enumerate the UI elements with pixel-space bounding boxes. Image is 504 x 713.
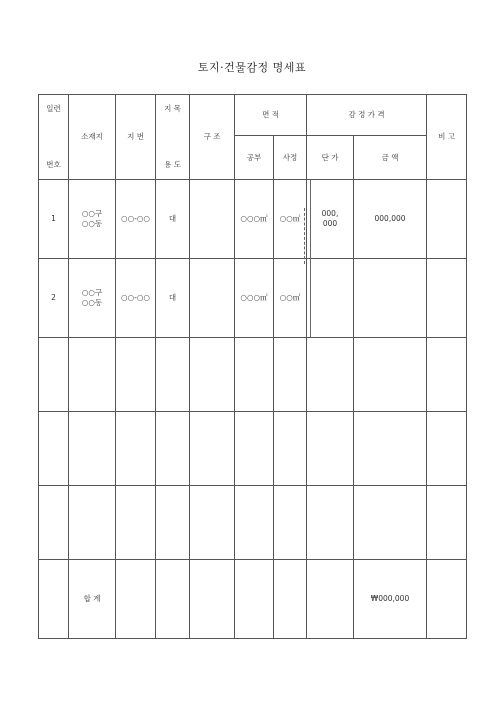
row-cell bbox=[235, 486, 274, 560]
row-remarks bbox=[427, 259, 467, 338]
row-cell bbox=[354, 412, 427, 486]
row-cell bbox=[116, 486, 156, 560]
header-area: 면 적 bbox=[235, 95, 307, 136]
row-cell bbox=[190, 486, 235, 560]
row-unit-price bbox=[307, 259, 354, 338]
header-area-official: 공부 bbox=[235, 136, 274, 180]
header-land-category-top: 지 목 bbox=[164, 104, 181, 113]
row-cell bbox=[235, 560, 274, 639]
row-location bbox=[69, 259, 116, 338]
table-row bbox=[39, 180, 467, 259]
row-cell bbox=[307, 338, 354, 412]
row-cell bbox=[116, 560, 156, 639]
row-cell bbox=[116, 412, 156, 486]
header-structure: 구 조 bbox=[190, 95, 235, 180]
row-amount: 000,000 bbox=[354, 180, 427, 259]
row-cell bbox=[354, 486, 427, 560]
row-cell bbox=[307, 560, 354, 639]
row-location-line1: ○○구 bbox=[81, 288, 103, 298]
row-cell bbox=[156, 486, 190, 560]
header-amount: 금 액 bbox=[354, 136, 427, 180]
row-cell bbox=[156, 412, 190, 486]
row-cell bbox=[307, 486, 354, 560]
header-serial-bottom: 번호 bbox=[46, 160, 61, 170]
row-remarks bbox=[427, 180, 467, 259]
row-area-official: ○○○㎡ bbox=[235, 259, 274, 338]
header-lot-number: 지 번 bbox=[116, 95, 156, 180]
row-cell bbox=[427, 560, 467, 639]
row-land-category: 대 bbox=[156, 259, 190, 338]
merge-dash-mark bbox=[304, 208, 309, 264]
row-area-actual: ○○㎡ bbox=[274, 180, 307, 259]
row-location-line2: ○○동 bbox=[81, 219, 103, 228]
total-label: 합 계 bbox=[69, 560, 116, 639]
row-location-line2: ○○동 bbox=[81, 298, 103, 307]
header-area-actual: 사정 bbox=[274, 136, 307, 180]
row-unit-price-line1: 000, bbox=[321, 209, 339, 219]
row-cell bbox=[190, 338, 235, 412]
row-area-actual: ○○㎡ bbox=[274, 259, 307, 338]
table-row bbox=[39, 412, 467, 486]
row-cell bbox=[190, 412, 235, 486]
row-structure bbox=[190, 180, 235, 259]
row-cell bbox=[307, 412, 354, 486]
row-cell bbox=[39, 486, 69, 560]
row-location-line1: ○○구 bbox=[81, 209, 103, 219]
row-land-category: 대 bbox=[156, 180, 190, 259]
row-serial: 2 bbox=[39, 259, 69, 338]
row-unit-price bbox=[307, 180, 354, 259]
table-row bbox=[39, 259, 467, 338]
row-cell bbox=[235, 338, 274, 412]
row-cell bbox=[116, 338, 156, 412]
header-land-category-bottom: 용 도 bbox=[164, 160, 181, 170]
row-cell bbox=[69, 338, 116, 412]
header-appraisal-price: 감 정 가 격 bbox=[307, 95, 427, 136]
row-serial: 1 bbox=[39, 180, 69, 259]
row-cell bbox=[69, 412, 116, 486]
header-unit-price: 단 가 bbox=[307, 136, 354, 180]
table-row bbox=[39, 338, 467, 412]
row-cell bbox=[69, 486, 116, 560]
row-cell bbox=[427, 486, 467, 560]
header-remarks: 비 고 bbox=[427, 95, 467, 180]
row-lot-number: ○○-○○ bbox=[116, 259, 156, 338]
row-location bbox=[69, 180, 116, 259]
total-amount: ₩000,000 bbox=[354, 560, 427, 639]
header-serial-top: 일련 bbox=[46, 104, 61, 113]
row-cell bbox=[427, 338, 467, 412]
document-title: 토지·건물감정 명세표 bbox=[197, 61, 307, 74]
header-serial bbox=[39, 95, 69, 180]
total-row bbox=[39, 560, 467, 639]
row-cell bbox=[274, 412, 307, 486]
row-cell bbox=[274, 560, 307, 639]
row-unit-price-line2: 000 bbox=[322, 219, 338, 228]
header-land-category bbox=[156, 95, 190, 180]
merge-tick-mark bbox=[310, 180, 311, 337]
row-amount bbox=[354, 259, 427, 338]
row-cell bbox=[427, 412, 467, 486]
row-cell bbox=[274, 338, 307, 412]
row-cell bbox=[354, 338, 427, 412]
row-cell bbox=[156, 338, 190, 412]
appraisal-table bbox=[38, 94, 467, 639]
header-location: 소재지 bbox=[69, 95, 116, 180]
row-structure bbox=[190, 259, 235, 338]
header-row-top bbox=[39, 95, 467, 136]
row-cell bbox=[190, 560, 235, 639]
row-cell bbox=[39, 412, 69, 486]
row-cell bbox=[235, 412, 274, 486]
row-cell bbox=[156, 560, 190, 639]
row-cell bbox=[39, 560, 69, 639]
row-lot-number: ○○-○○ bbox=[116, 180, 156, 259]
row-cell bbox=[274, 486, 307, 560]
table-row bbox=[39, 486, 467, 560]
row-area-official: ○○○㎡ bbox=[235, 180, 274, 259]
row-cell bbox=[39, 338, 69, 412]
